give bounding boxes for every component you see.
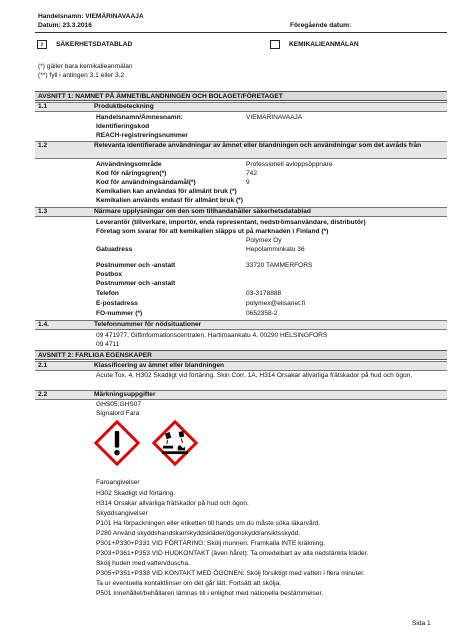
sector-code-label: Kod för näringsgren(*) [96, 170, 167, 177]
subsection-number: 1.4. [38, 321, 49, 328]
subsection-title: Relevanta identifierade användningar av ämnet eller blandningen och användningar som det avråds från [94, 142, 422, 149]
corrosion-pictogram [152, 420, 198, 466]
postcode2-label: Postnummer och -anstalt [96, 280, 176, 287]
precaution-statement: P305+P351+P338 VID KONTAKT MED ÖGONEN: Skölj försiktigt med vatten i flera minuter. [96, 570, 365, 577]
pobox-label: Postbox [96, 271, 123, 278]
hazard-heading: Faroangivelser [96, 479, 140, 486]
email-label: E-postadress [96, 300, 138, 307]
emergency-number: 09 471977, Giftinformationscentralen, Hartimaankatu 4, 00290 HELSINGFORS [96, 332, 328, 339]
chem-notification-label: KEMIKALIEANMÄLAN [289, 41, 359, 48]
use-area-value: Professionell avloppsöppnare [246, 161, 333, 168]
purpose-code-value: 9 [246, 179, 250, 186]
note-line: (*) gäller bara kemikalieanmälan [38, 63, 133, 70]
header-divider [35, 32, 447, 33]
postcode-label: Postnummer och -anstalt [96, 262, 176, 269]
subsection-title: Produktbeteckning [94, 103, 154, 110]
street-value: Hepolamminkatu 36 [246, 246, 305, 253]
ghs-codes: GHS05,GHS07 [96, 401, 142, 408]
sds-checkbox[interactable]: x [37, 40, 47, 49]
reach-label: REACH-registreringsnummer [96, 132, 188, 139]
hazard-statement: H314 Orsakar allvarliga frätskador på hud och ögon. [96, 500, 249, 507]
fo-number-label: FO-nummer (*) [96, 310, 143, 317]
purpose-code-label: Kod för användningsändamål(*) [96, 179, 196, 186]
name-label: Handelsnamn/Ämnesnamn: [96, 114, 183, 121]
subsection-number: 1.3 [38, 208, 48, 215]
subsection-number: 1.1 [38, 103, 48, 110]
subsection-title: Närmare upplysningar om den som tillhandahåller säkerhetsdatablad [94, 208, 311, 215]
hazard-statement: H302 Skadligt vid förtäring. [96, 490, 176, 497]
subsection-title: Klassificering av ämnet eller blandningen [94, 362, 225, 369]
email-value: polymex@elisanet.fi [246, 300, 306, 307]
exclamation-mark-pictogram [94, 420, 140, 466]
phone-value: 03-3178888 [246, 290, 282, 297]
subsection-2-2 [35, 390, 447, 400]
subsection-2-1 [35, 361, 447, 371]
phone-label: Telefon [96, 290, 119, 297]
sds-label: SÄKERHETSDATABLAD [56, 41, 133, 48]
sector-code-value: 742 [246, 170, 258, 177]
emergency-number: 09 4711 [96, 341, 120, 348]
note-line: (**) fyll i antingen 3.1 eller 3.2 [38, 72, 125, 79]
public-only-label: Kemikalien används endast för allmänt bruk (*) [96, 197, 243, 204]
precaution-statement: P101 Ha förpackningen eller etiketten till hands om du måste söka läkarvård. [96, 520, 321, 527]
subsection-title: Telefonnummer för nödsituationer [94, 321, 202, 328]
subsection-number: 2.2 [38, 391, 48, 398]
subsection-1-1 [35, 102, 447, 112]
precaution-statement: P303+P361+P353 VID HUDKONTAKT (även håret): Ta omedelbart av alla nedstänkta kläder. [96, 550, 369, 557]
fo-number-value: 0652358-2 [246, 310, 278, 317]
company-name: Polymex Oy [246, 237, 282, 244]
precaution-statement: P280 Använd skyddshandskar/skyddskläder/ögonskydd/ansiktsskydd. [96, 530, 301, 537]
subsection-number: 1.2 [38, 142, 48, 149]
use-area-label: Användningsområde [96, 161, 162, 168]
id-code-label: Identifieringskod [96, 123, 150, 130]
postcode-value: 33720 TAMMERFORS [246, 262, 313, 269]
precaution-statement: Ta ur eventuella kontaktlinser om det går lätt. Fortsätt att skölja. [96, 580, 282, 587]
chem-notification-checkbox[interactable] [270, 40, 280, 49]
document-date: Datum: 23.3.2016 [38, 22, 92, 29]
precaution-statement: P501 Innehållet/behållaren lämnas till i enlighet med nationella bestämmelser. [96, 590, 324, 597]
previous-date: Föregående datum: [290, 22, 352, 29]
trade-name: Handelsnamn: VIEMÄRINAVAAJA [38, 13, 144, 20]
subsection-1-3 [35, 207, 447, 217]
signal-word: Signalord Fara [96, 410, 140, 417]
subsection-1-4 [35, 320, 447, 330]
page-number: Sida 1 [412, 620, 431, 627]
section-2-heading: AVSNITT 2: FARLIGA EGENSKAPER [35, 350, 447, 360]
supplier-label: Leverantör (tillverkare, importör, enda representant, nedströmsanvändare, distributör) [96, 219, 366, 226]
subsection-number: 2.1 [38, 362, 48, 369]
public-use-label: Kemikalien kan användas för allmänt bruk (*) [96, 188, 237, 195]
precaution-statement: Skölj huden med vatten/duscha. [96, 560, 190, 567]
subsection-title: Märkningsuppgifter [94, 391, 156, 398]
precaution-statement: P301+P330+P331 VID FÖRTÄRING: Skölj munnen. Framkalla INTE kräkning. [96, 540, 325, 547]
classification-text: Acute Tox. 4, H302 Skadligt vid förtäring. Skin Corr. 1A, H314 Orsakar allvarliga frätskador på hud och ögon. [96, 372, 413, 379]
subsection-1-2 [35, 141, 447, 159]
precaution-heading: Skyddsangivelser [96, 510, 148, 517]
responsible-company-label: Företag som svarar för att kemikalien släpps ut på marknaden i Finland (*) [96, 228, 329, 235]
name-value: VIEMÄRINAVAAJA [246, 114, 303, 121]
section-1-heading: AVSNITT 1: NAMNET PÅ ÄMNET/BLANDNINGEN OCH BOLAGET/FÖRETAGET [35, 91, 447, 101]
street-label: Gatuadress [96, 246, 133, 253]
